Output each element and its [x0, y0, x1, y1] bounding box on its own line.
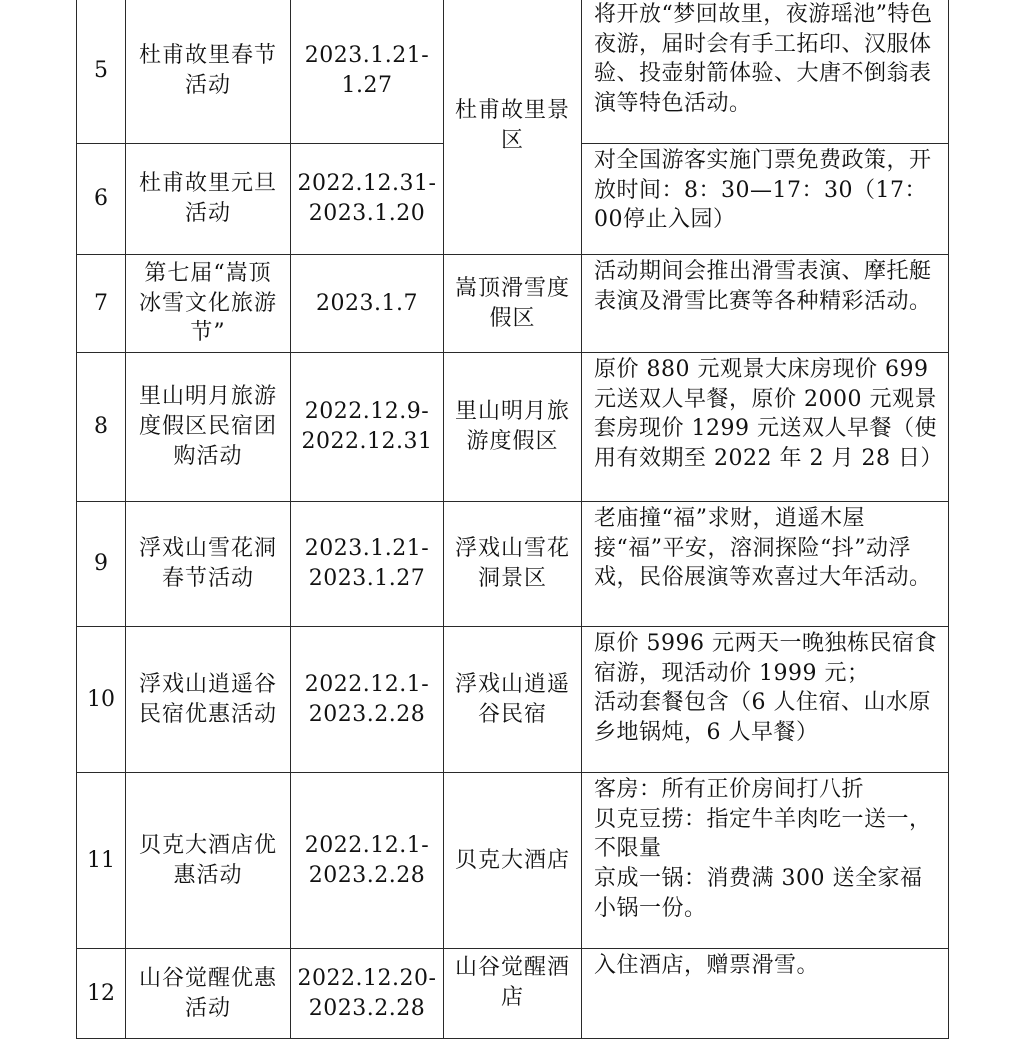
description-line: 京成一锅：消费满 300 送全家福小锅一份。: [594, 866, 923, 921]
activity-venue: 贝克大酒店: [444, 773, 582, 949]
activity-date: 2023.1.21-2023.1.27: [291, 502, 444, 627]
row-number: 8: [77, 353, 126, 502]
activity-date: 2022.12.1-2023.2.28: [291, 773, 444, 949]
description-line: 活动期间会推出滑雪表演、摩托艇表演及滑雪比赛等各种精彩活动。: [594, 259, 932, 314]
row-number: 10: [77, 627, 126, 773]
description-line: 原价 5996 元两天一晚独栋民宿食宿游，现活动价 1999 元；: [594, 631, 937, 686]
activity-date: 2023.1.21-1.27: [291, 0, 444, 144]
activity-name: 贝克大酒店优惠活动: [126, 773, 291, 949]
description-line: 活动套餐包含（6 人住宿、山水原乡地锅炖，6 人早餐）: [594, 690, 931, 746]
table-row: [77, 773, 949, 949]
activity-date: 2022.12.20-2023.2.28: [291, 949, 444, 1039]
description-line: 客房：所有正价房间打八折: [594, 777, 865, 802]
description-line: 原价 880 元观景大床房现价 699 元送双人早餐，原价 2000 元观景套房现价 1299 元送双人早餐（使用有效期至 2022 年 2 月 28 日）: [594, 357, 943, 472]
activity-description: [582, 627, 949, 773]
table-row: [77, 502, 949, 627]
activity-table: [76, 0, 949, 1039]
activity-description: [582, 949, 949, 1039]
activity-venue: 山谷觉醒酒店: [444, 949, 582, 1039]
activity-description: [582, 353, 949, 502]
table-row: [77, 627, 949, 773]
row-number: 7: [77, 255, 126, 353]
description-line: 对全国游客实施门票免费政策，开放时间：8：30—17：30（17：00停止入园）: [594, 148, 932, 233]
row-number: 9: [77, 502, 126, 627]
activity-date: 2022.12.9-2022.12.31: [291, 353, 444, 502]
activity-venue: 浮戏山逍遥谷民宿: [444, 627, 582, 773]
description-line: 将开放“梦回故里，夜游瑶池”特色夜游，届时会有手工拓印、汉服体验、投壶射箭体验、大唐不倒翁表演等特色活动。: [594, 2, 933, 117]
row-number: 11: [77, 773, 126, 949]
row-number: 6: [77, 144, 126, 255]
description-line: 入住酒店，赠票滑雪。: [594, 953, 820, 978]
activity-venue: 嵩顶滑雪度假区: [444, 255, 582, 353]
activity-venue: 浮戏山雪花洞景区: [444, 502, 582, 627]
activity-date: 2022.12.1-2023.2.28: [291, 627, 444, 773]
activity-venue: 杜甫故里景区: [444, 0, 582, 255]
activity-description: [582, 144, 949, 255]
activity-name: 第七届“嵩顶冰雪文化旅游节”: [126, 255, 291, 353]
activity-name: 杜甫故里春节活动: [126, 0, 291, 144]
activity-name: 山谷觉醒优惠活动: [126, 949, 291, 1039]
activity-date: 2022.12.31-2023.1.20: [291, 144, 444, 255]
activity-name: 浮戏山逍遥谷民宿优惠活动: [126, 627, 291, 773]
activity-venue: 里山明月旅游度假区: [444, 353, 582, 502]
activity-date: 2023.1.7: [291, 255, 444, 353]
activity-description: [582, 502, 949, 627]
activity-description: [582, 773, 949, 949]
activity-name: 杜甫故里元旦活动: [126, 144, 291, 255]
table-row: [77, 353, 949, 502]
table-row: [77, 255, 949, 353]
row-number: 5: [77, 0, 126, 144]
description-line: 贝克豆捞：指定牛羊肉吃一送一，不限量: [594, 806, 932, 862]
activity-name: 里山明月旅游度假区民宿团购活动: [126, 353, 291, 502]
activity-name: 浮戏山雪花洞春节活动: [126, 502, 291, 627]
activity-description: [582, 255, 949, 353]
table-row: [77, 0, 949, 144]
table-row: [77, 949, 949, 1039]
description-line: 老庙撞“福”求财，逍遥木屋接“福”平安，溶洞探险“抖”动浮戏，民俗展演等欢喜过大年活动。: [594, 506, 932, 591]
row-number: 12: [77, 949, 126, 1039]
activity-description: [582, 0, 949, 144]
